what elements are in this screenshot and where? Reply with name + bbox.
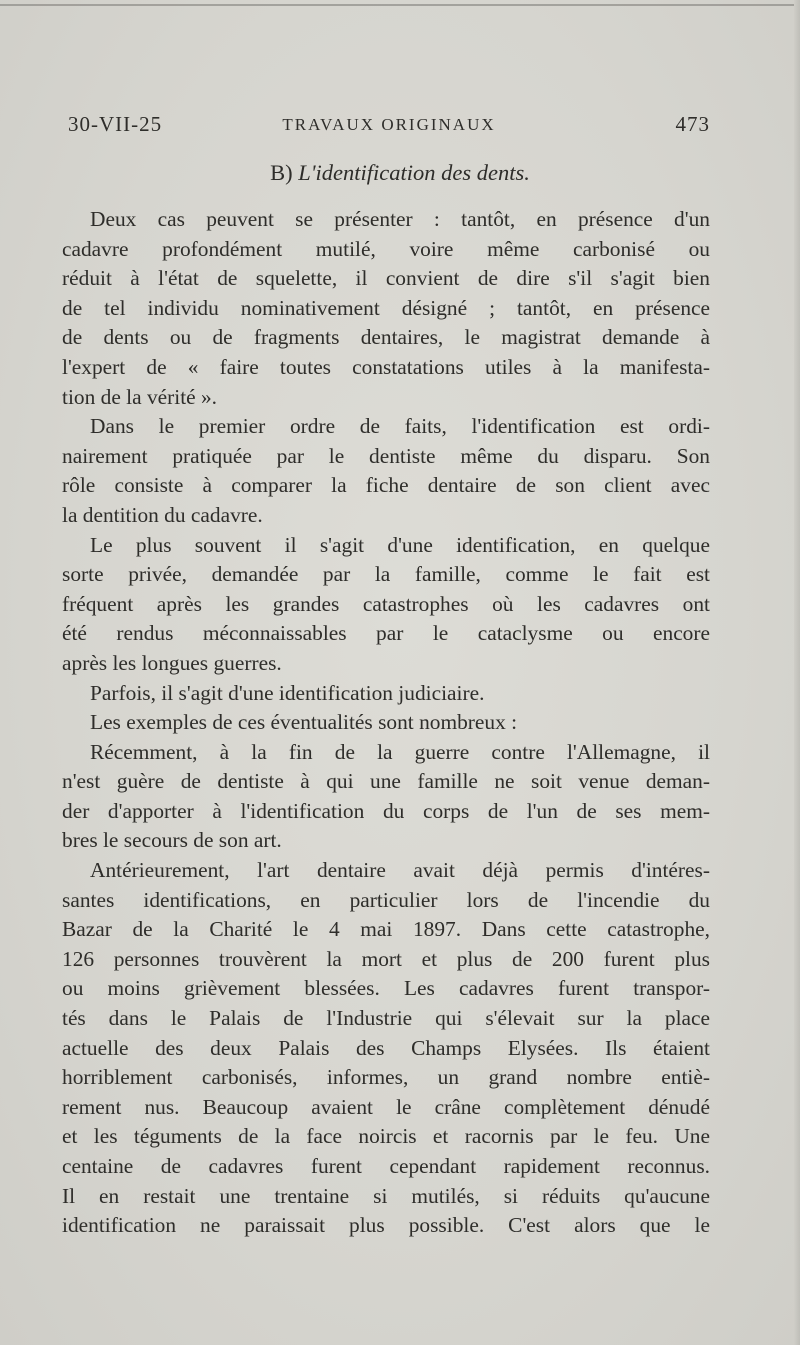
text-line: sorte privée, demandée par la famille, comme le fait est xyxy=(62,562,710,587)
text-line: la dentition du cadavre. xyxy=(62,502,263,527)
text-line: Dans le premier ordre de faits, l'identification est ordi- xyxy=(90,414,710,439)
paragraph xyxy=(62,412,710,530)
text-line: n'est guère de dentiste à qui une famille ne soit venue deman- xyxy=(62,769,710,794)
text-line: cadavre profondément mutilé, voire même carbonisé ou xyxy=(62,236,710,261)
text-line: ou moins grièvement blessées. Les cadavres furent transpor- xyxy=(62,976,710,1001)
running-head xyxy=(68,112,710,142)
text-line: centaine de cadavres furent cependant rapidement reconnus. xyxy=(62,1154,710,1178)
text-line: Il en restait une trentaine si mutilés, si réduits qu'aucune xyxy=(62,1183,710,1208)
text-line: rôle consiste à comparer la fiche dentaire de son client avec xyxy=(62,473,710,498)
page-edge-shadow xyxy=(794,0,800,1345)
text-line: Deux cas peuvent se présenter : tantôt, en présence d'un xyxy=(90,207,710,231)
text-line: Bazar de la Charité le 4 mai 1897. Dans cette catastrophe, xyxy=(62,917,710,942)
paragraph xyxy=(62,708,710,738)
text-line: de dents ou de fragments dentaires, le magistrat demande à xyxy=(62,325,710,350)
text-line: de tel individu nominativement désigné ; tantôt, en présence xyxy=(62,295,710,320)
text-line: et les téguments de la face noircis et racornis par le feu. Une xyxy=(62,1124,710,1149)
issue-date: 30-VII-25 xyxy=(68,112,163,136)
paragraph xyxy=(62,856,710,1241)
top-edge-rule xyxy=(0,4,800,6)
paragraph xyxy=(62,531,710,679)
paragraph xyxy=(62,205,710,412)
text-line: identification ne paraissait plus possible. C'est alors que le xyxy=(62,1213,710,1238)
text-line: réduit à l'état de squelette, il convient de dire s'il s'agit bien xyxy=(62,266,710,291)
section-title xyxy=(0,160,800,186)
page-number: 473 xyxy=(675,112,710,136)
text-line: santes identifications, en particulier lors de l'incendie du xyxy=(62,887,710,912)
text-line: tion de la vérité ». xyxy=(62,384,218,409)
text-line: der d'apporter à l'identification du corps de l'un de ses mem- xyxy=(62,798,710,823)
text-line: l'expert de « faire toutes constatations utiles à la manifesta- xyxy=(62,354,710,379)
text-line: tés dans le Palais de l'Industrie qui s'élevait sur la place xyxy=(62,1006,710,1031)
paragraph xyxy=(62,738,710,856)
paragraph xyxy=(62,679,710,709)
text-line: 126 personnes trouvèrent la mort et plus de 200 furent plus xyxy=(62,946,710,971)
text-line: rement nus. Beaucoup avaient le crâne complètement dénudé xyxy=(62,1094,710,1119)
section-title-text: L'identification des dents. xyxy=(298,160,530,185)
text-line: nairement pratiquée par le dentiste même du disparu. Son xyxy=(62,443,710,468)
text-line: après les longues guerres. xyxy=(62,650,282,675)
text-line: Les exemples de ces éventualités sont nombreux : xyxy=(90,710,518,735)
section-label: B) xyxy=(270,160,293,185)
body-text xyxy=(62,205,710,1241)
text-line: bres le secours de son art. xyxy=(62,828,282,853)
text-line: Parfois, il s'agit d'une identification judiciaire. xyxy=(90,680,485,705)
text-line: Antérieurement, l'art dentaire avait déjà permis d'intéres- xyxy=(90,858,710,883)
text-line: Le plus souvent il s'agit d'une identification, en quelque xyxy=(90,532,710,557)
section-heading: TRAVAUX ORIGINAUX xyxy=(282,115,496,134)
text-line: fréquent après les grandes catastrophes où les cadavres ont xyxy=(62,591,710,616)
text-line: actuelle des deux Palais des Champs Elysées. Ils étaient xyxy=(62,1035,710,1060)
text-line: été rendus méconnaissables par le cataclysme ou encore xyxy=(62,621,710,646)
text-line: horriblement carbonisés, informes, un grand nombre entiè- xyxy=(62,1065,710,1090)
text-line: Récemment, à la fin de la guerre contre l'Allemagne, il xyxy=(90,739,710,764)
